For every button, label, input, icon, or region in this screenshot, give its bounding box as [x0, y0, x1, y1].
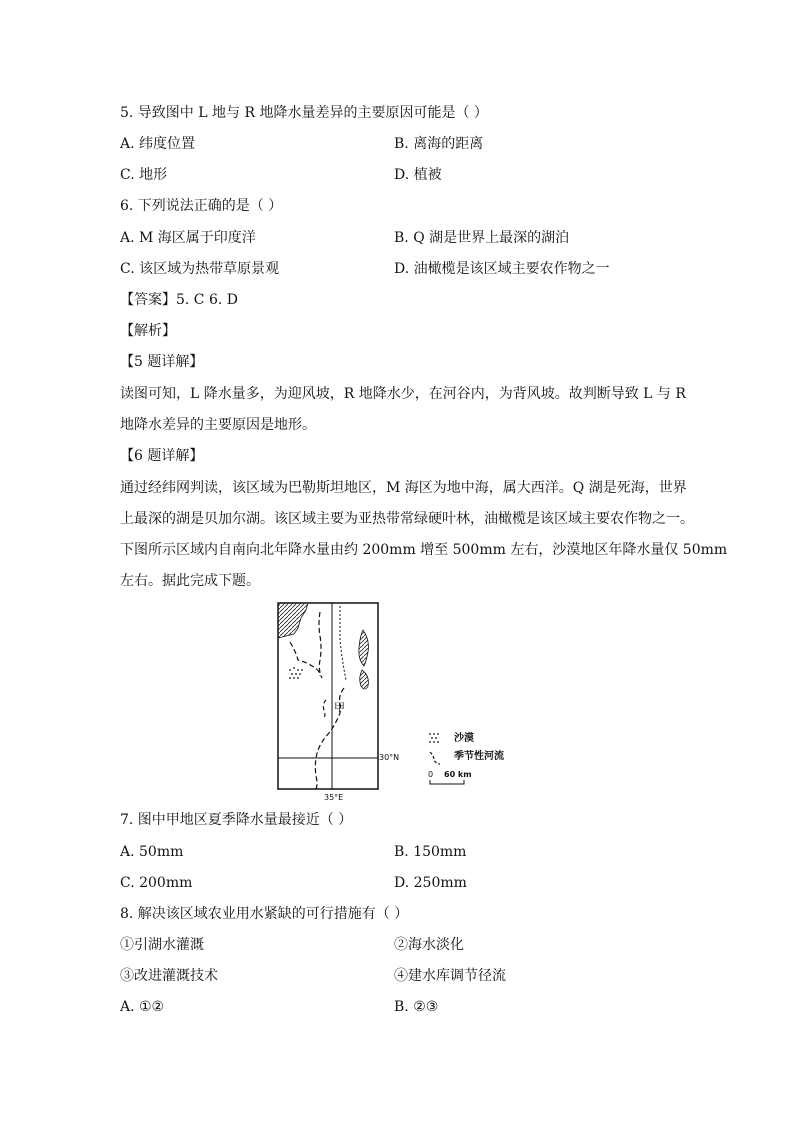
q6-option-c: C. 该区域为热带草原景观: [120, 261, 280, 277]
q5-detail-heading: 【5 题详解】: [120, 354, 204, 370]
seasonal-river-2: [319, 612, 322, 678]
seasonal-river-4: [323, 700, 326, 718]
q7-stem: 7. 图中甲地区夏季降水量最接近（ ）: [120, 812, 353, 828]
intro-line-1: 下图所示区域内自南向北年降水量由约 200mm 增至 500mm 左右，沙漠地区年降水量仅 50mm: [120, 542, 728, 558]
scale-text: 60 km: [444, 770, 472, 779]
q5-option-c: C. 地形: [120, 167, 168, 183]
q6-option-d: D. 油橄榄是该区域主要农作物之一: [394, 261, 610, 277]
lat-label: 30°N: [379, 753, 400, 762]
q7-option-a: A. 50mm: [120, 844, 184, 860]
q6-option-a: A. M 海区属于印度洋: [120, 230, 256, 246]
q7-option-c: C. 200mm: [120, 875, 193, 891]
q7-option-b: B. 150mm: [394, 844, 467, 860]
q5-option-b: B. 离海的距离: [394, 136, 484, 152]
seasonal-river-1: [290, 642, 320, 676]
q5-detail-line-1: 读图可知，L 降水量多，为迎风坡，R 地降水少，在河谷内，为背风坡。故判断导致 L 与 R: [120, 386, 686, 402]
region-map: [268, 600, 528, 805]
intro-line-2: 左右。据此完成下题。: [120, 573, 260, 589]
legend-river-symbol: [430, 752, 440, 764]
analysis-heading: 【解析】: [120, 323, 176, 339]
q8-item-2: ②海水淡化: [394, 937, 464, 953]
scale-bar: [430, 780, 464, 784]
q8-item-1: ①引湖水灌溉: [120, 937, 204, 953]
lake-north: [359, 630, 369, 666]
q6-option-b: B. Q 湖是世界上最深的湖泊: [394, 230, 570, 246]
q5-option-a: A. 纬度位置: [120, 136, 196, 152]
lake-south: [360, 670, 369, 689]
sea-area: [278, 603, 308, 638]
q8-item-4: ④建水库调节径流: [394, 968, 506, 984]
q6-detail-line-1: 通过经纬网判读，该区域为巴勒斯坦地区，M 海区为地中海，属大西洋。Q 湖是死海，世界: [120, 480, 687, 496]
q7-option-d: D. 250mm: [394, 875, 467, 891]
q6-detail-heading: 【6 题详解】: [120, 448, 204, 464]
q5-option-d: D. 植被: [394, 167, 442, 183]
lon-label: 35°E: [324, 793, 344, 802]
legend-desert-symbol: [429, 733, 439, 743]
q8-item-3: ③改进灌溉技术: [120, 968, 218, 984]
desert-area: [289, 667, 303, 679]
q5-stem: 5. 导致图中 L 地与 R 地降水量差异的主要原因可能是（ ）: [120, 105, 488, 121]
q8-option-b: B. ②③: [394, 999, 439, 1015]
q5-detail-line-2: 地降水差异的主要原因是地形。: [120, 417, 316, 433]
q6-stem: 6. 下列说法正确的是（ ）: [120, 198, 283, 214]
border-line: [340, 606, 346, 680]
region-map-svg: [268, 600, 528, 805]
answer-line: 【答案】5. C 6. D: [120, 292, 239, 308]
q6-detail-line-2: 上最深的湖是贝加尔湖。该区域主要为亚热带常绿硬叶林，油橄榄是该区域主要农作物之一。: [120, 511, 694, 527]
legend-desert-label: 沙漠: [454, 733, 474, 744]
legend-river-label: 季节性河流: [454, 751, 504, 762]
scale-zero: 0: [428, 770, 434, 779]
q8-stem: 8. 解决该区域农业用水紧缺的可行措施有（ ）: [120, 906, 409, 922]
q8-option-a: A. ①②: [120, 999, 165, 1015]
map-label-jia: 甲: [334, 701, 345, 714]
